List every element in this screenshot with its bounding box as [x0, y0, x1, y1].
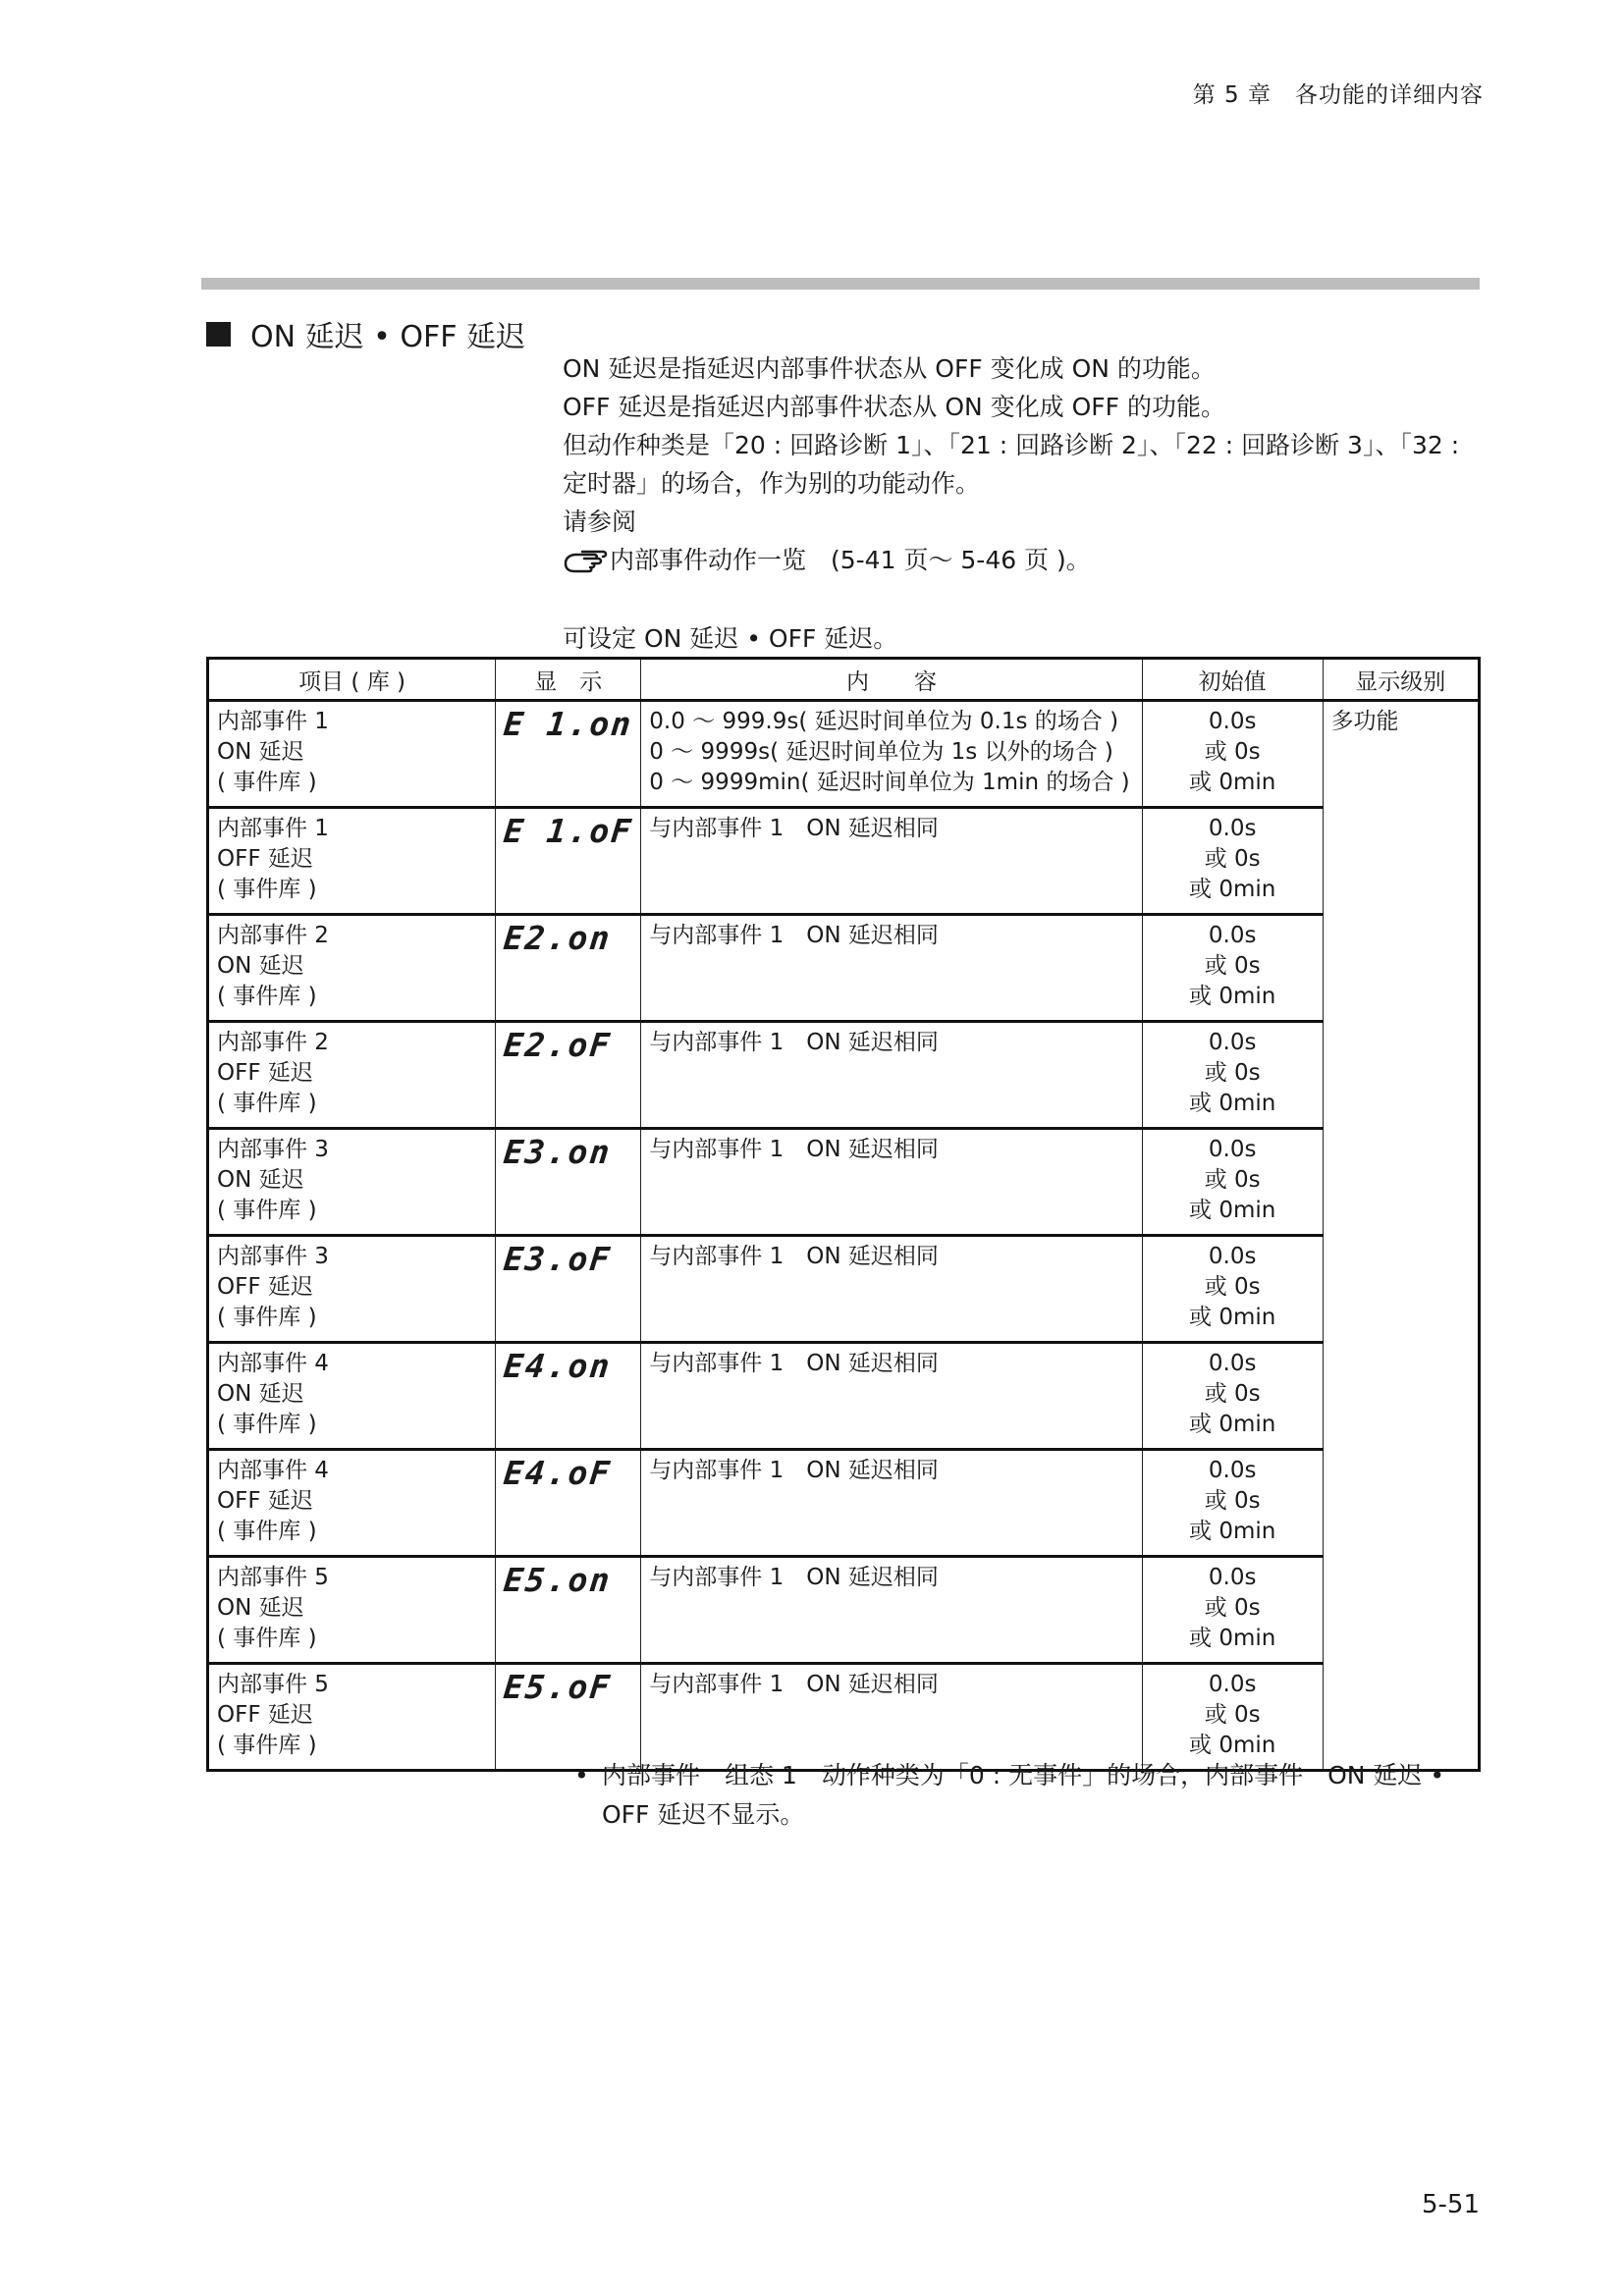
initial-value-cell: 0.0s 或 0s 或 0min	[1142, 1557, 1323, 1664]
initial-value-cell: 0.0s 或 0s 或 0min	[1142, 915, 1323, 1022]
section-heading	[206, 312, 525, 355]
column-header: 初始值	[1142, 659, 1323, 701]
content-cell: 与内部事件 1 ON 延迟相同	[641, 1557, 1143, 1664]
segment-display-code: E3.on	[502, 1133, 614, 1171]
page-number: 5-51	[1421, 2190, 1480, 2219]
column-header: 显示级别	[1323, 659, 1479, 701]
content-cell: 与内部事件 1 ON 延迟相同	[641, 1022, 1143, 1129]
content-cell: 与内部事件 1 ON 延迟相同	[641, 808, 1143, 915]
initial-value-cell: 0.0s 或 0s 或 0min	[1142, 1236, 1323, 1343]
content-cell: 与内部事件 1 ON 延迟相同	[641, 1236, 1143, 1343]
paragraph: OFF 延迟是指延迟内部事件状态从 ON 变化成 OFF 的功能。	[563, 393, 1225, 421]
display-cell	[496, 915, 641, 1022]
display-cell	[496, 1450, 641, 1557]
initial-value-cell: 0.0s 或 0s 或 0min	[1142, 1129, 1323, 1236]
initial-value-cell: 0.0s 或 0s 或 0min	[1142, 1664, 1323, 1771]
segment-display-code: E2.on	[502, 919, 614, 957]
display-cell	[496, 1557, 641, 1664]
segment-display-code: E 1.on	[502, 705, 635, 743]
footnote	[574, 1756, 1483, 1835]
content-cell: 与内部事件 1 ON 延迟相同	[641, 915, 1143, 1022]
display-cell	[496, 701, 641, 808]
display-cell	[496, 1664, 641, 1771]
item-cell: 内部事件 3 ON 延迟 ( 事件库 )	[208, 1129, 496, 1236]
table-row	[208, 1129, 1480, 1236]
item-cell: 内部事件 4 OFF 延迟 ( 事件库 )	[208, 1450, 496, 1557]
table-row	[208, 1236, 1480, 1343]
table-row	[208, 1557, 1480, 1664]
item-cell: 内部事件 1 ON 延迟 ( 事件库 )	[208, 701, 496, 808]
section-title: ON 延迟 • OFF 延迟	[250, 320, 526, 354]
item-cell: 内部事件 5 OFF 延迟 ( 事件库 )	[208, 1664, 496, 1771]
paragraph: 请参阅	[563, 507, 637, 536]
reference-line	[563, 541, 1481, 579]
item-cell: 内部事件 2 OFF 延迟 ( 事件库 )	[208, 1022, 496, 1129]
content-cell: 与内部事件 1 ON 延迟相同	[641, 1129, 1143, 1236]
table-row	[208, 1343, 1480, 1450]
column-header: 内 容	[641, 659, 1143, 701]
paragraph: 但动作种类是「20 : 回路诊断 1」、「21 : 回路诊断 2」、「22 : 回路诊断 3」、「32 : 定时器」的场合，作为别的功能动作。	[563, 431, 1460, 498]
content-cell: 0.0 ～ 999.9s( 延迟时间单位为 0.1s 的场合 ) 0 ～ 9999s( 延迟时间单位为 1s 以外的场合 ) 0 ～ 9999min( 延迟时间单位为 1min 的场合 )	[641, 701, 1143, 808]
note-text: 内部事件 组态 1 动作种类为「0 : 无事件」的场合，内部事件 ON 延迟 • OFF 延迟不显示。	[602, 1761, 1445, 1829]
reference-link[interactable]: 内部事件动作一览 (5-41 页～ 5-46 页 )。	[610, 546, 1091, 574]
segment-display-code: E3.oF	[502, 1240, 614, 1278]
parameter-table	[206, 657, 1481, 1772]
display-cell	[496, 1236, 641, 1343]
display-level-cell: 多功能	[1323, 701, 1479, 1771]
item-cell: 内部事件 1 OFF 延迟 ( 事件库 )	[208, 808, 496, 915]
column-header: 显 示	[496, 659, 641, 701]
display-cell	[496, 808, 641, 915]
initial-value-cell: 0.0s 或 0s 或 0min	[1142, 1343, 1323, 1450]
pointing-hand-icon	[563, 546, 608, 575]
paragraph: ON 延迟是指延迟内部事件状态从 OFF 变化成 ON 的功能。	[563, 354, 1216, 383]
segment-display-code: E 1.oF	[502, 812, 635, 850]
table-row	[208, 1450, 1480, 1557]
table-lead: 可设定 ON 延迟 • OFF 延迟。	[563, 624, 898, 653]
display-cell	[496, 1129, 641, 1236]
item-cell: 内部事件 5 ON 延迟 ( 事件库 )	[208, 1557, 496, 1664]
table-row	[208, 1022, 1480, 1129]
initial-value-cell: 0.0s 或 0s 或 0min	[1142, 1022, 1323, 1129]
column-header: 项目 ( 库 )	[208, 659, 496, 701]
section-body	[563, 349, 1481, 579]
table-header-row	[208, 659, 1480, 701]
table-row	[208, 701, 1480, 808]
chapter-header: 第 5 章 各功能的详细内容	[1192, 82, 1484, 108]
content-cell: 与内部事件 1 ON 延迟相同	[641, 1664, 1143, 1771]
table-row	[208, 808, 1480, 915]
segment-display-code: E2.oF	[502, 1026, 614, 1064]
display-cell	[496, 1022, 641, 1129]
item-cell: 内部事件 2 ON 延迟 ( 事件库 )	[208, 915, 496, 1022]
table-row	[208, 1664, 1480, 1771]
initial-value-cell: 0.0s 或 0s 或 0min	[1142, 701, 1323, 808]
table-row	[208, 915, 1480, 1022]
square-bullet-icon	[206, 322, 231, 347]
display-cell	[496, 1343, 641, 1450]
segment-display-code: E4.oF	[502, 1454, 614, 1492]
initial-value-cell: 0.0s 或 0s 或 0min	[1142, 1450, 1323, 1557]
content-cell: 与内部事件 1 ON 延迟相同	[641, 1343, 1143, 1450]
segment-display-code: E5.on	[502, 1561, 614, 1599]
section-divider	[201, 278, 1480, 290]
content-cell: 与内部事件 1 ON 延迟相同	[641, 1450, 1143, 1557]
initial-value-cell: 0.0s 或 0s 或 0min	[1142, 808, 1323, 915]
segment-display-code: E5.oF	[502, 1668, 614, 1706]
item-cell: 内部事件 4 ON 延迟 ( 事件库 )	[208, 1343, 496, 1450]
note-bullet: •	[574, 1761, 589, 1789]
item-cell: 内部事件 3 OFF 延迟 ( 事件库 )	[208, 1236, 496, 1343]
segment-display-code: E4.on	[502, 1347, 614, 1385]
